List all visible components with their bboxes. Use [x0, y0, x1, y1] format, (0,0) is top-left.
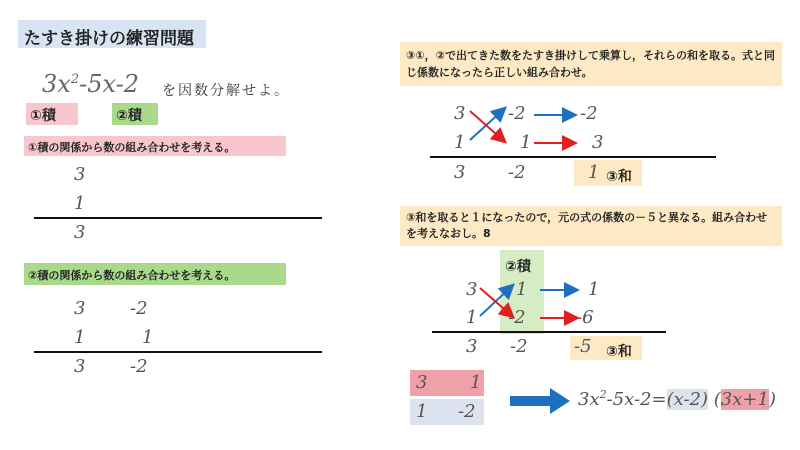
- answer-pair2-b: -2: [458, 401, 476, 422]
- step4-row1-b: 1: [516, 279, 528, 300]
- answer-lhs-b: -5x-2=: [606, 389, 667, 410]
- step4-row2-prod: -6: [576, 307, 594, 328]
- page-title: たすき掛けの練習問題: [24, 29, 194, 49]
- step2-row2-a: 1: [74, 327, 86, 348]
- step1-value-bottom: 1: [74, 193, 86, 214]
- step4-row2-b: -2: [508, 307, 526, 328]
- step2-row1-a: 3: [74, 298, 86, 319]
- step2-heading: ②積の関係から数の組み合わせを考える。: [28, 269, 236, 282]
- step3-sum-label: ③和: [606, 169, 632, 185]
- step3-row1-prod: -2: [580, 103, 598, 124]
- step2-row2-b: 1: [142, 327, 154, 348]
- answer-factor2: 3x+1: [720, 389, 769, 410]
- step3-cross-arrows: [400, 95, 640, 155]
- answer-lhs-exp: 2: [599, 388, 607, 401]
- expr-part-b: -5x-2: [79, 70, 139, 98]
- step4-note: ③和を取ると１になったので，元の式の係数の－５と異なる。組み合わせを考えなおし。8: [406, 211, 768, 240]
- answer-lhs-a: 3x: [578, 389, 600, 410]
- answer-arrow-icon: [510, 388, 570, 414]
- step4-result-b: -2: [510, 336, 528, 357]
- step3-note: ③①，②で出てきた数をたすき掛けして乗算し，それらの和を取る。式と同じ係数になったら正しい組み合わせ。: [406, 49, 775, 79]
- step1-value-top: 3: [74, 164, 86, 185]
- step4-product-label: ②積: [505, 259, 531, 275]
- product2-tag: ②積: [116, 108, 142, 124]
- step3-result-a: 3: [454, 162, 466, 183]
- step2-row1-b: -2: [130, 298, 148, 319]
- step3-sum: 1: [588, 162, 600, 183]
- step1-result: 3: [74, 222, 86, 243]
- step4-row1-a: 3: [466, 279, 478, 300]
- step4-rule: [432, 331, 666, 333]
- step3-row1-b: -2: [508, 103, 526, 124]
- step3-row2-a: 1: [454, 132, 466, 153]
- step1-heading: ①積の関係から数の組み合わせを考える。: [28, 141, 236, 154]
- step3-rule: [430, 156, 716, 158]
- step4-sum-label: ③和: [606, 344, 632, 360]
- step3-row2-b: 1: [520, 132, 532, 153]
- answer-pair1-a: 3: [416, 372, 428, 393]
- problem-instruction: を因数分解せよ。: [162, 83, 290, 99]
- expr-exponent: 2: [70, 72, 80, 87]
- step4-row1-prod: 1: [588, 279, 600, 300]
- step3-row1-a: 3: [454, 103, 466, 124]
- step2-result-a: 3: [74, 356, 86, 377]
- answer-factor2-open: (: [713, 389, 721, 410]
- step4-row2-a: 1: [466, 307, 478, 328]
- step1-rule: [34, 217, 322, 219]
- step3-row2-prod: 3: [592, 132, 604, 153]
- step4-sum: -5: [574, 336, 592, 357]
- step2-rule: [34, 351, 322, 353]
- product1-tag: ①積: [30, 108, 56, 124]
- answer-equation: [578, 388, 776, 410]
- problem-expression: [42, 70, 139, 98]
- step3-result-b: -2: [508, 162, 526, 183]
- step2-result-b: -2: [130, 356, 148, 377]
- step4-result-a: 3: [466, 336, 478, 357]
- expr-part-a: 3x: [42, 70, 71, 98]
- answer-pair1-b: 1: [470, 372, 482, 393]
- answer-factor1: (x-2): [666, 389, 709, 410]
- answer-factor2-close: ): [768, 389, 776, 410]
- answer-pair2-a: 1: [416, 401, 428, 422]
- step4-cross-arrows: [440, 272, 600, 332]
